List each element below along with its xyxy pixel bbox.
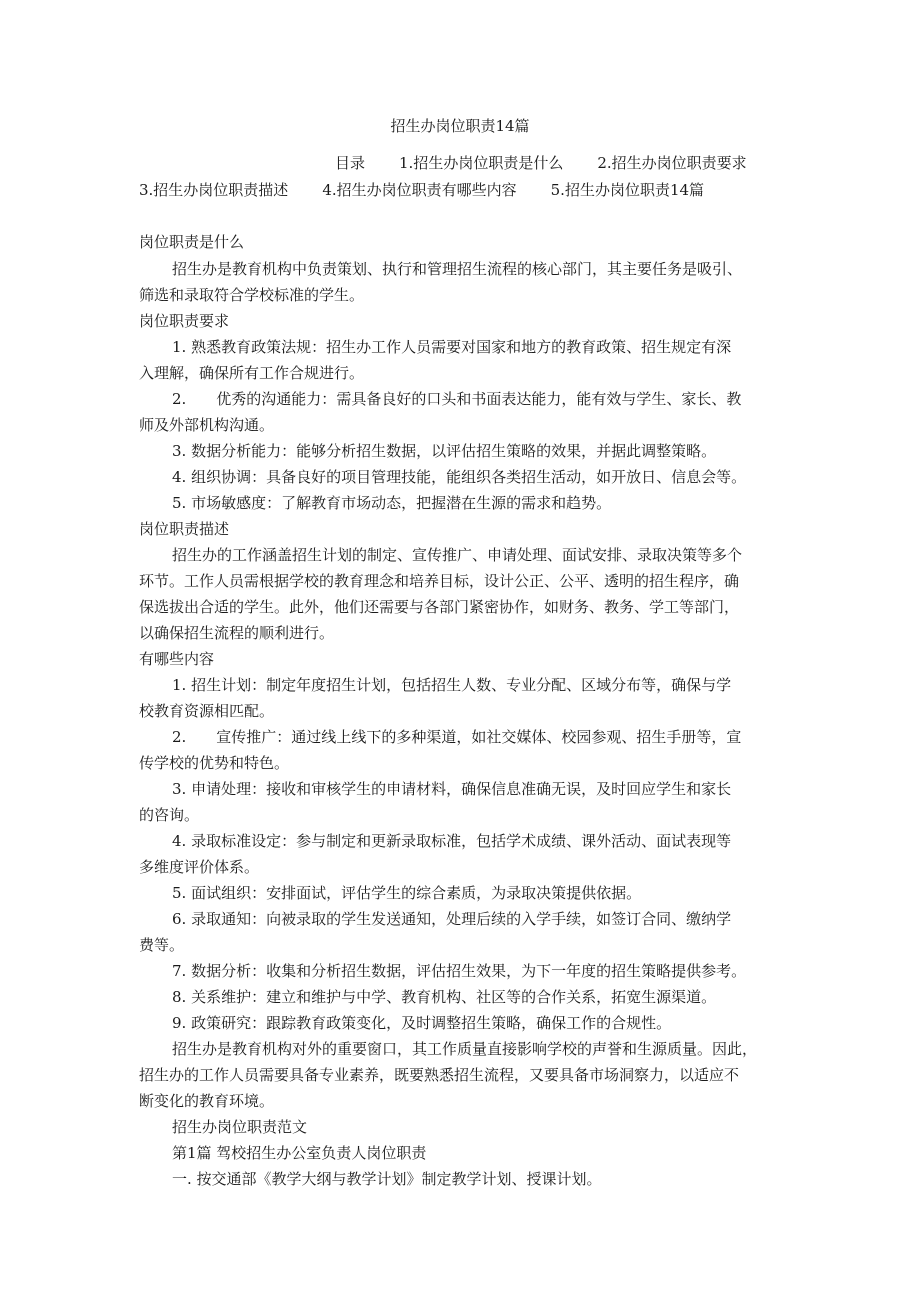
list-item-line: 校教育资源相匹配。 [139, 702, 275, 720]
paragraph-line: 筛选和录取符合学校标准的学生。 [139, 286, 365, 304]
paragraph-line: 一. 按交通部《教学大纲与教学计划》制定教学计划、授课计划。 [172, 1170, 602, 1188]
paragraph-line: 环节。工作人员需根据学校的教育理念和培养目标，设计公正、公平、透明的招生程序，确 [139, 572, 740, 590]
list-item-line: 的咨询。 [139, 806, 200, 824]
paragraph-line: 保选拔出合适的学生。此外，他们还需要与各部门紧密协作，如财务、教务、学工等部门， [139, 598, 740, 616]
list-item-line: 8. 关系维护：建立和维护与中学、教育机构、社区等的合作关系，拓宽生源渠道。 [172, 988, 717, 1006]
list-item-line: 3. 申请处理：接收和审核学生的申请材料，确保信息准确无误，及时回应学生和家长 [172, 780, 732, 798]
section-heading: 岗位职责要求 [139, 312, 230, 330]
list-item-line: 7. 数据分析：收集和分析招生数据，评估招生效果，为下一年度的招生策略提供参考。 [172, 962, 747, 980]
list-item-line: 3. 数据分析能力：能够分析招生数据，以评估招生策略的效果，并据此调整策略。 [172, 442, 717, 460]
list-item-line: 师及外部机构沟通。 [139, 416, 275, 434]
toc-item[interactable]: 3.招生办岗位职责描述 [139, 181, 289, 199]
list-item-line: 传学校的优势和特色。 [139, 754, 290, 772]
toc-item[interactable]: 4.招生办岗位职责有哪些内容 [322, 181, 517, 199]
paragraph-line: 招生办是教育机构对外的重要窗口，其工作质量直接影响学校的声誉和生源质量。因此， [172, 1040, 758, 1058]
list-item-line: 5. 面试组织：安排面试，评估学生的综合素质，为录取决策提供依据。 [172, 884, 642, 902]
toc-row-2 [139, 180, 704, 200]
list-item-line: 2. 优秀的沟通能力：需具备良好的口头和书面表达能力，能有效与学生、家长、教 [172, 390, 742, 408]
list-item-line: 入理解，确保所有工作合规进行。 [139, 364, 365, 382]
list-item-line: 2. 宣传推广：通过线上线下的多种渠道，如社交媒体、校园参观、招生手册等，宣 [172, 728, 742, 746]
toc-item[interactable]: 5.招生办岗位职责14篇 [550, 181, 705, 199]
list-item-line: 费等。 [139, 936, 185, 954]
toc-item[interactable]: 1.招生办岗位职责是什么 [399, 154, 564, 172]
paragraph-line: 断变化的教育环境。 [139, 1092, 275, 1110]
list-item-line: 9. 政策研究：跟踪教育政策变化，及时调整招生策略，确保工作的合规性。 [172, 1014, 672, 1032]
list-item-line: 1. 招生计划：制定年度招生计划，包括招生人数、专业分配、区域分布等，确保与学 [172, 676, 732, 694]
toc-item[interactable]: 2.招生办岗位职责要求 [597, 154, 747, 172]
list-item-line: 4. 组织协调：具备良好的项目管理技能，能组织各类招生活动，如开放日、信息会等。 [172, 468, 747, 486]
paragraph-line: 招生办的工作人员需要具备专业素养，既要熟悉招生流程，又要具备市场洞察力，以适应不 [139, 1066, 740, 1084]
paragraph-line: 招生办的工作涵盖招生计划的制定、宣传推广、申请处理、面试安排、录取决策等多个 [172, 546, 743, 564]
toc-row-1 [335, 153, 747, 173]
list-item-line: 5. 市场敏感度：了解教育市场动态，把握潜在生源的需求和趋势。 [172, 494, 612, 512]
page-title: 招生办岗位职责14篇 [390, 117, 530, 135]
list-item-line: 4. 录取标准设定：参与制定和更新录取标准，包括学术成绩、课外活动、面试表现等 [172, 832, 732, 850]
section-heading: 有哪些内容 [139, 650, 215, 668]
section-heading: 岗位职责是什么 [139, 233, 245, 251]
paragraph-line: 招生办是教育机构中负责策划、执行和管理招生流程的核心部门，其主要任务是吸引、 [172, 260, 743, 278]
section-heading: 第1篇 驾校招生办公室负责人岗位职责 [172, 1144, 427, 1162]
list-item-line: 多维度评价体系。 [139, 858, 260, 876]
toc-label: 目录 [335, 154, 366, 172]
list-item-line: 6. 录取通知：向被录取的学生发送通知，处理后续的入学手续，如签订合同、缴纳学 [172, 910, 732, 928]
list-item-line: 1. 熟悉教育政策法规：招生办工作人员需要对国家和地方的教育政策、招生规定有深 [172, 338, 732, 356]
section-heading: 招生办岗位职责范文 [172, 1118, 308, 1136]
section-heading: 岗位职责描述 [139, 520, 230, 538]
paragraph-line: 以确保招生流程的顺利进行。 [139, 624, 335, 642]
